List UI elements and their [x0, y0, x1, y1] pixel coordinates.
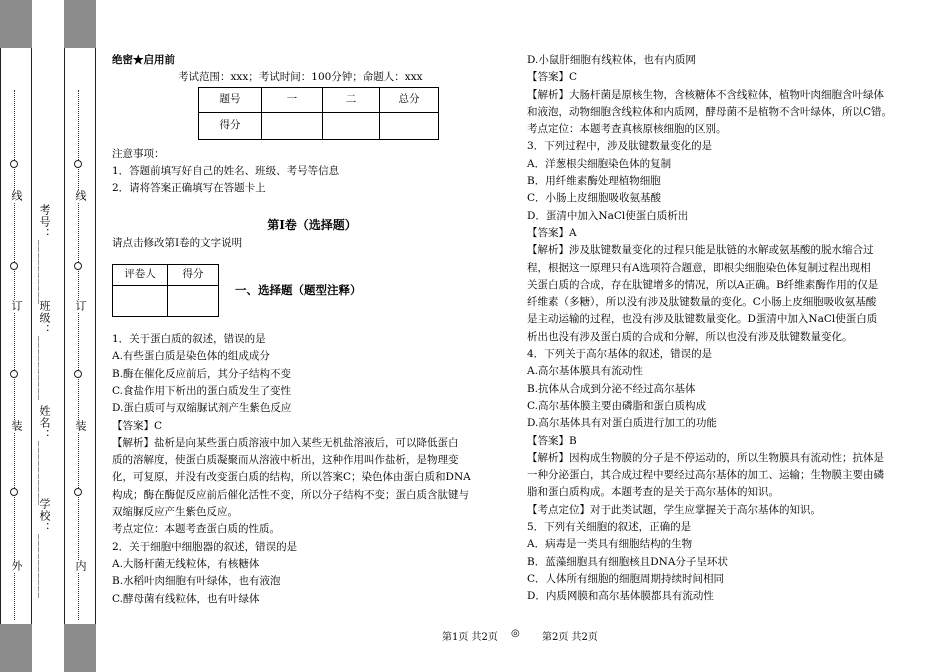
content-line: B.水稻叶肉细胞有叶绿体，也有液泡: [112, 575, 281, 588]
content-line: 考点定位：本题考查真核原核细胞的区别。: [527, 123, 727, 136]
content-line: D.小鼠肝细胞有线粒体，也有内质网: [527, 54, 696, 66]
field-banji: [36, 300, 52, 401]
left-questions: [112, 331, 512, 608]
grader-header: 得分: [168, 265, 219, 286]
content-line: 【解析】涉及肽键数量变化的过程只能是肽链的水解或氨基酸的脱水缩合过: [527, 244, 874, 257]
content-line: 纤维素（多糖），所以没有涉及肽键数量的变化。C小肠上皮细胞吸收氨基酸: [527, 296, 877, 309]
content-line: 构成；酶在酶促反应前后催化活性不变，所以分子结构不变；蛋白质含肽键与: [112, 488, 469, 501]
outer-circle: [10, 160, 18, 168]
section-title: 一、选择题（题型注释）: [235, 282, 362, 297]
notice-item: 2．请将答案正确填写在答题卡上: [112, 182, 266, 195]
content-line: 考点定位：本题考查蛋白质的性质。: [112, 523, 280, 536]
content-line: 3．下列过程中，涉及肽键数量变化的是: [527, 140, 713, 153]
inner-label-xian: 线: [74, 190, 87, 202]
content-line: B．用纤维素酶处理植物细胞: [527, 175, 661, 188]
content-line: C．小肠上皮细胞吸收氨基酸: [527, 192, 662, 205]
score-cell[interactable]: [262, 112, 323, 139]
score-table: [198, 87, 439, 140]
volume-title: 第I卷（选择题）: [267, 218, 357, 233]
content-line: 程，根据这一原理只有A选项符合题意，即根尖细胞染色体复制过程出现相: [527, 261, 871, 274]
content-line: C.酵母菌有线粒体，也有叶绿体: [112, 592, 260, 605]
inner-dotted-line: [78, 90, 79, 620]
right-column: [527, 52, 939, 606]
content-line: 脂和蛋白质构成。本题考查的是关于高尔基体的知识。: [527, 486, 779, 499]
inner-bar-frame: [64, 48, 96, 624]
outer-label-xian: 线: [10, 190, 23, 202]
content-line: 2．关于细胞中细胞器的叙述，错误的是: [112, 540, 298, 553]
content-line: 【答案】C: [112, 419, 163, 432]
secret-label: 绝密★启用前: [112, 54, 175, 66]
outer-circle: [10, 262, 18, 270]
outer-label-ding: 订: [10, 300, 23, 312]
content-line: 【答案】C: [527, 71, 578, 84]
content-line: 和液泡，动物细胞含线粒体和内质网，酵母菌不是植物不含叶绿体，所以C错。: [527, 105, 893, 118]
inner-label-zhuang: 装: [74, 420, 87, 432]
grader-table: [112, 264, 219, 317]
content-line: 析出也没有涉及蛋白质的合成和分解，所以也没有涉及肽键数量变化。: [527, 330, 853, 343]
content-line: B.酶在催化反应前后，其分子结构不变: [112, 367, 292, 380]
grader-cell[interactable]: [168, 286, 219, 317]
content-line: C.食盐作用下析出的蛋白质发生了变性: [112, 384, 291, 397]
inner-circle: [74, 370, 82, 378]
content-line: 【考点定位】对于此类试题，学生应掌握关于高尔基体的知识。: [527, 503, 821, 516]
field-label-xuexiao: 学校：: [38, 498, 51, 534]
binding-margin: [0, 0, 98, 672]
score-table-header: 题号: [199, 87, 262, 112]
footer-left-page: 第1页 共2页: [442, 632, 498, 643]
field-label-xingming: 姓名：: [38, 405, 51, 441]
score-cell[interactable]: [323, 112, 380, 139]
notice-item: 1．答题前填写好自己的姓名、班级、考号等信息: [112, 164, 340, 177]
inner-bar-top-block: [64, 0, 96, 48]
inner-label-nei: 内: [74, 560, 87, 572]
content-line: 是主动运输的过程，也没有涉及肽键数量变化。D蛋清中加入NaCl使蛋白质: [527, 313, 878, 326]
content-line: 质的溶解度，使蛋白质凝聚而从溶液中析出，这种作用叫作盐析，是物理变: [112, 454, 459, 467]
outer-bar-bottom-block: [0, 624, 32, 672]
field-label-kaohao: 考号：: [38, 204, 51, 240]
content-line: C.高尔基体膜主要由磷脂和蛋白质构成: [527, 399, 706, 412]
inner-label-ding: 订: [74, 300, 87, 312]
content-line: A.高尔基体膜具有流动性: [527, 365, 643, 378]
score-table-header: 二: [323, 87, 380, 112]
field-kaohao: [36, 204, 52, 305]
grader-block: [112, 264, 512, 317]
outer-circle: [10, 370, 18, 378]
field-line: __________: [38, 240, 51, 305]
content-line: 【解析】盐析是向某些蛋白质溶液中加入某些无机盐溶液后，可以降低蛋白: [112, 436, 459, 449]
exam-info: 考试范围：xxx；考试时间：100分钟；命题人：xxx: [178, 71, 423, 84]
inner-bar-bottom-block: [64, 624, 96, 672]
field-xuexiao: [36, 498, 52, 599]
inner-circle: [74, 488, 82, 496]
field-line: __________: [38, 336, 51, 401]
field-line: __________: [38, 441, 51, 506]
inner-circle: [74, 160, 82, 168]
outer-circle: [10, 488, 18, 496]
footer-symbol: ◎: [511, 628, 520, 639]
footer-right-page: 第2页 共2页: [542, 632, 598, 643]
content-line: 5．下列有关细胞的叙述，正确的是: [527, 521, 692, 534]
content-line: D．内质网膜和高尔基体膜都具有流动性: [527, 590, 714, 603]
score-table-header: 总分: [380, 87, 439, 112]
volume-subtitle: 请点击修改第I卷的文字说明: [112, 236, 243, 249]
field-label-banji: 班级：: [38, 300, 51, 336]
content-line: D.蛋白质可与双缩脲试剂产生紫色反应: [112, 402, 292, 415]
content-line: 4．下列关于高尔基体的叙述，错误的是: [527, 348, 713, 361]
content-line: 【解析】大肠杆菌是原核生物，含核糖体不含线粒体，植物叶肉细胞含叶绿体: [527, 88, 884, 101]
content-line: 一种分泌蛋白，其合成过程中要经过高尔基体的加工、运输；生物膜主要由磷: [527, 469, 884, 482]
outer-label-wai: 外: [10, 560, 23, 572]
score-cell[interactable]: [380, 112, 439, 139]
content-line: D.高尔基体具有对蛋白质进行加工的功能: [527, 417, 717, 430]
field-line: __________: [38, 534, 51, 599]
outer-label-zhuang: 装: [10, 420, 23, 432]
content-line: A.有些蛋白质是染色体的组成成分: [112, 350, 270, 363]
content-line: B．蓝藻细胞具有细胞核且DNA分子呈环状: [527, 555, 728, 568]
content-line: B.抗体从合成到分泌不经过高尔基体: [527, 382, 696, 395]
outer-bar-frame: [0, 48, 32, 624]
grader-header: 评卷人: [113, 265, 168, 286]
content-line: 化，可复原，并没有改变蛋白质的结构，所以答案C；染色体由蛋白质和DNA: [112, 471, 471, 484]
score-row-label: 得分: [199, 112, 262, 139]
left-column: [112, 52, 512, 608]
content-line: A．洋葱根尖细胞染色体的复制: [527, 157, 672, 170]
content-line: 关蛋白质的合成，存在肽键增多的情况，所以A正确。B纤维素酶作用的仅是: [527, 278, 879, 291]
content-line: D．蛋清中加入NaCl使蛋白质析出: [527, 209, 689, 222]
content-line: 【答案】B: [527, 434, 577, 447]
notice-title: 注意事项：: [112, 147, 165, 160]
content-line: 1．关于蛋白质的叙述，错误的是: [112, 333, 266, 346]
field-xingming: [36, 405, 52, 506]
content-line: 双缩脲反应产生紫色反应。: [112, 506, 238, 519]
inner-circle: [74, 262, 82, 270]
score-table-header: 一: [262, 87, 323, 112]
content-line: A.大肠杆菌无线粒体，有核糖体: [112, 557, 260, 570]
content-line: 【解析】因构成生物膜的分子是不停运动的，所以生物膜具有流动性；抗体是: [527, 451, 884, 464]
grader-cell[interactable]: [113, 286, 168, 317]
outer-dotted-line: [14, 90, 15, 620]
content-line: C．人体所有细胞的细胞周期持续时间相同: [527, 572, 725, 585]
content-line: A．病毒是一类具有细胞结构的生物: [527, 538, 693, 551]
content-line: 【答案】A: [527, 226, 577, 239]
outer-bar-top-block: [0, 0, 32, 48]
